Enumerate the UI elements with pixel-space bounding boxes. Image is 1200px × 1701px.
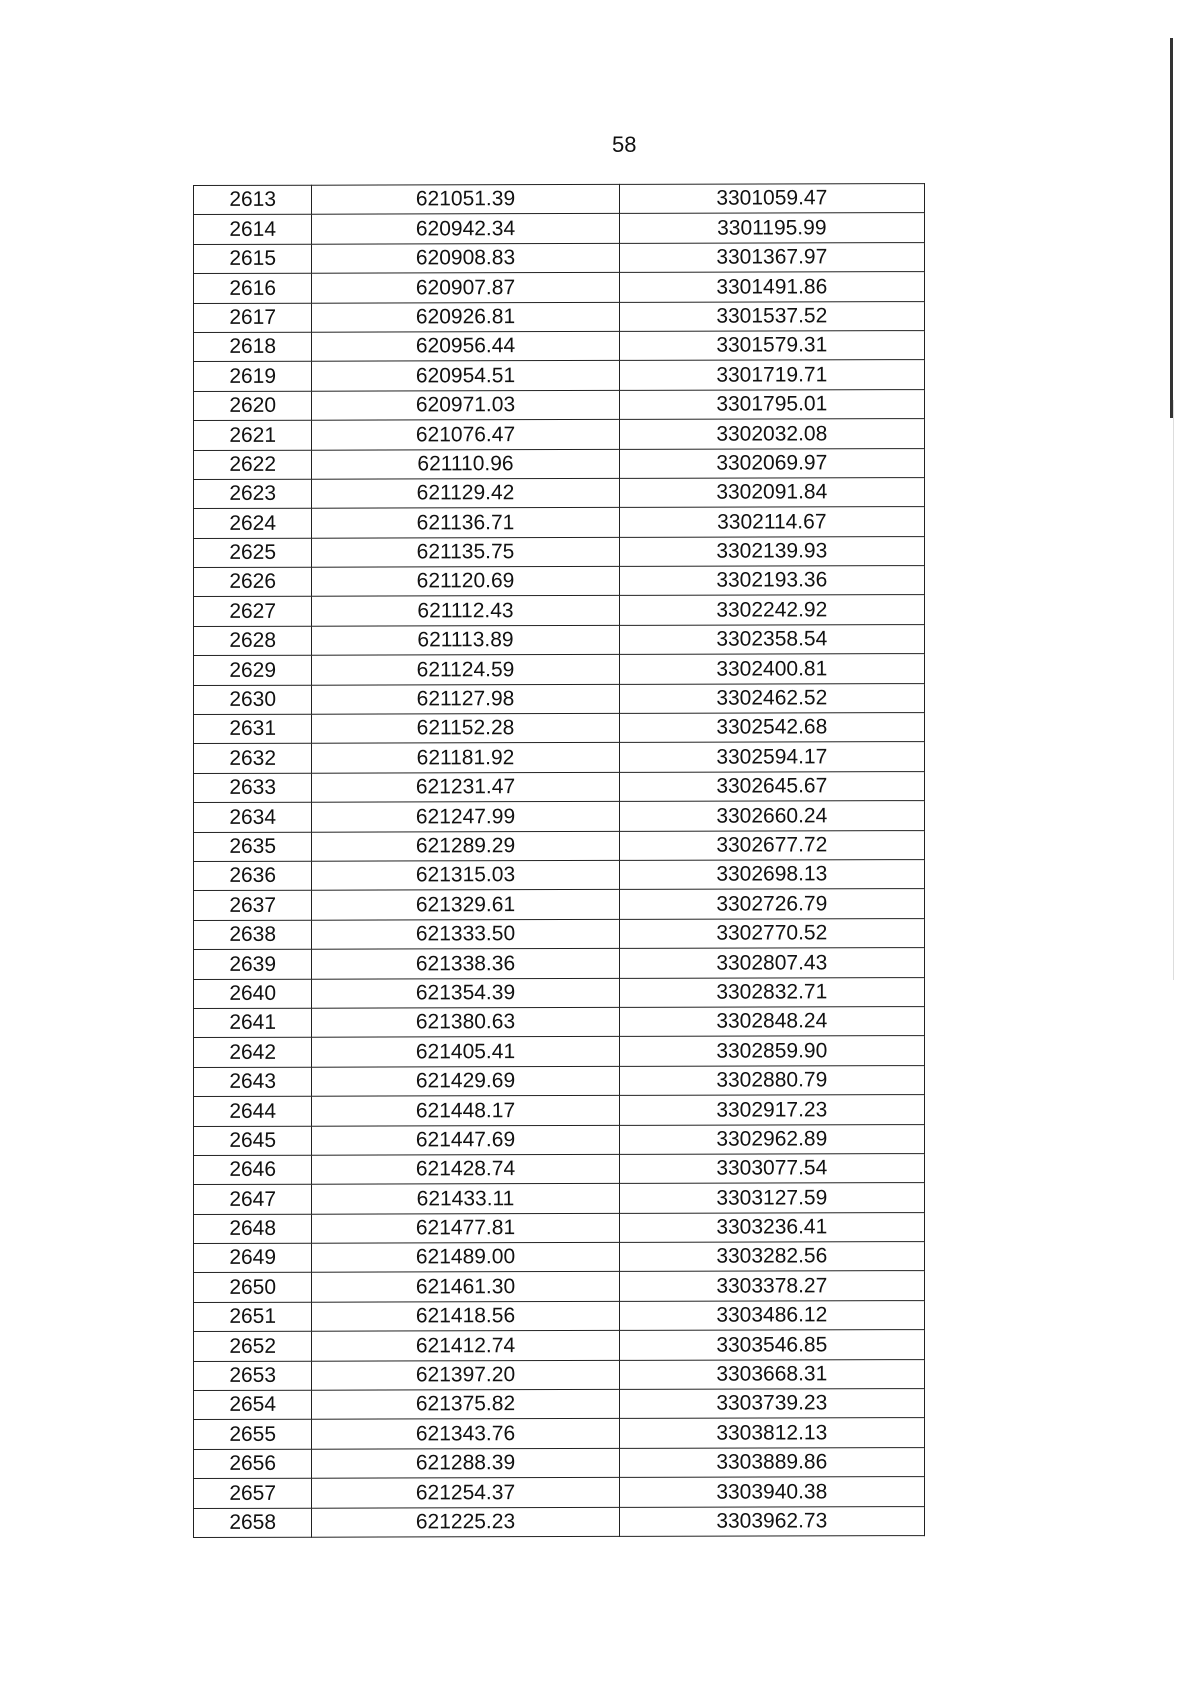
y-coordinate-cell: 3303889.86 <box>619 1447 924 1477</box>
y-coordinate-cell: 3301537.52 <box>619 301 924 331</box>
point-id-cell: 2639 <box>194 949 312 979</box>
table-row <box>194 948 925 979</box>
point-id-cell: 2628 <box>194 626 312 656</box>
point-id-cell: 2624 <box>194 508 312 538</box>
point-id-cell: 2646 <box>194 1155 312 1185</box>
y-coordinate-cell: 3302032.08 <box>619 419 924 449</box>
x-coordinate-cell: 621448.17 <box>312 1095 619 1125</box>
x-coordinate-cell: 621338.36 <box>312 949 619 979</box>
table-row <box>194 977 925 1008</box>
point-id-cell: 2617 <box>194 303 312 333</box>
table-row <box>194 801 925 832</box>
y-coordinate-cell: 3301795.01 <box>619 389 924 419</box>
y-coordinate-cell: 3303378.27 <box>619 1271 924 1301</box>
point-id-cell: 2650 <box>194 1273 312 1303</box>
point-id-cell: 2648 <box>194 1214 312 1244</box>
table-row <box>194 889 925 920</box>
point-id-cell: 2637 <box>194 891 312 921</box>
table-row <box>194 1418 925 1449</box>
y-coordinate-cell: 3301195.99 <box>619 213 924 243</box>
table-row <box>194 1506 925 1537</box>
x-coordinate-cell: 621375.82 <box>312 1389 619 1419</box>
y-coordinate-cell: 3302114.67 <box>619 507 924 537</box>
point-id-cell: 2638 <box>194 920 312 950</box>
x-coordinate-cell: 621447.69 <box>312 1125 619 1155</box>
x-coordinate-cell: 621051.39 <box>312 184 619 214</box>
x-coordinate-cell: 620942.34 <box>312 214 619 244</box>
y-coordinate-cell: 3302069.97 <box>619 448 924 478</box>
y-coordinate-cell: 3303236.41 <box>619 1212 924 1242</box>
point-id-cell: 2631 <box>194 714 312 744</box>
x-coordinate-cell: 621315.03 <box>312 860 619 890</box>
table-row <box>194 654 925 685</box>
y-coordinate-cell: 3302594.17 <box>619 742 924 772</box>
x-coordinate-cell: 621120.69 <box>312 566 619 596</box>
x-coordinate-cell: 620956.44 <box>312 331 619 361</box>
table-row <box>194 536 925 567</box>
y-coordinate-cell: 3302462.52 <box>619 683 924 713</box>
page-number: 58 <box>612 132 637 157</box>
y-coordinate-cell: 3302660.24 <box>619 801 924 831</box>
point-id-cell: 2634 <box>194 802 312 832</box>
y-coordinate-cell: 3302542.68 <box>619 713 924 743</box>
y-coordinate-cell: 3301367.97 <box>619 242 924 272</box>
scan-edge-line <box>1170 38 1173 418</box>
point-id-cell: 2627 <box>194 597 312 627</box>
y-coordinate-cell: 3302698.13 <box>619 860 924 890</box>
table-row <box>194 1212 925 1243</box>
point-id-cell: 2632 <box>194 744 312 774</box>
table-row <box>194 213 925 244</box>
y-coordinate-cell: 3302859.90 <box>619 1036 924 1066</box>
x-coordinate-cell: 621076.47 <box>312 420 619 450</box>
x-coordinate-cell: 621397.20 <box>312 1360 619 1390</box>
y-coordinate-cell: 3302139.93 <box>619 536 924 566</box>
point-id-cell: 2641 <box>194 1008 312 1038</box>
point-id-cell: 2644 <box>194 1096 312 1126</box>
y-coordinate-cell: 3302807.43 <box>619 948 924 978</box>
x-coordinate-cell: 621152.28 <box>312 713 619 743</box>
y-coordinate-cell: 3302242.92 <box>619 595 924 625</box>
x-coordinate-cell: 621129.42 <box>312 478 619 508</box>
table-row <box>194 507 925 538</box>
table-row <box>194 1271 925 1302</box>
table-row <box>194 360 925 391</box>
y-coordinate-cell: 3303739.23 <box>619 1389 924 1419</box>
table-row <box>194 1359 925 1390</box>
point-id-cell: 2636 <box>194 861 312 891</box>
point-id-cell: 2619 <box>194 362 312 392</box>
point-id-cell: 2651 <box>194 1302 312 1332</box>
x-coordinate-cell: 621418.56 <box>312 1301 619 1331</box>
point-id-cell: 2645 <box>194 1126 312 1156</box>
table-row <box>194 595 925 626</box>
table-row <box>194 683 925 714</box>
point-id-cell: 2629 <box>194 655 312 685</box>
table-row <box>194 1036 925 1067</box>
point-id-cell: 2635 <box>194 832 312 862</box>
x-coordinate-cell: 621433.11 <box>312 1184 619 1214</box>
x-coordinate-cell: 621380.63 <box>312 1007 619 1037</box>
point-id-cell: 2620 <box>194 391 312 421</box>
table-row <box>194 477 925 508</box>
y-coordinate-cell: 3303486.12 <box>619 1300 924 1330</box>
point-id-cell: 2653 <box>194 1361 312 1391</box>
point-id-cell: 2642 <box>194 1038 312 1068</box>
x-coordinate-cell: 621181.92 <box>312 743 619 773</box>
x-coordinate-cell: 621329.61 <box>312 890 619 920</box>
table-row <box>194 566 925 597</box>
x-coordinate-cell: 621254.37 <box>312 1478 619 1508</box>
x-coordinate-cell: 621412.74 <box>312 1331 619 1361</box>
x-coordinate-cell: 621289.29 <box>312 831 619 861</box>
y-coordinate-cell: 3303668.31 <box>619 1359 924 1389</box>
y-coordinate-cell: 3302770.52 <box>619 918 924 948</box>
y-coordinate-cell: 3302962.89 <box>619 1124 924 1154</box>
y-coordinate-cell: 3303077.54 <box>619 1153 924 1183</box>
point-id-cell: 2654 <box>194 1390 312 1420</box>
x-coordinate-cell: 621343.76 <box>312 1419 619 1449</box>
table-row <box>194 771 925 802</box>
x-coordinate-cell: 621489.00 <box>312 1242 619 1272</box>
table-row <box>194 1007 925 1038</box>
table-row <box>194 860 925 891</box>
y-coordinate-cell: 3302358.54 <box>619 624 924 654</box>
x-coordinate-cell: 621405.41 <box>312 1037 619 1067</box>
table-row <box>194 1183 925 1214</box>
table-row <box>194 419 925 450</box>
table-row <box>194 713 925 744</box>
point-id-cell: 2656 <box>194 1449 312 1479</box>
table-row <box>194 1065 925 1096</box>
x-coordinate-cell: 621428.74 <box>312 1154 619 1184</box>
point-id-cell: 2626 <box>194 567 312 597</box>
scan-edge-line-faint <box>1173 400 1174 980</box>
y-coordinate-cell: 3303962.73 <box>619 1506 924 1536</box>
point-id-cell: 2655 <box>194 1420 312 1450</box>
y-coordinate-cell: 3301059.47 <box>619 184 924 214</box>
x-coordinate-cell: 620971.03 <box>312 390 619 420</box>
y-coordinate-cell: 3301719.71 <box>619 360 924 390</box>
table-row <box>194 1300 925 1331</box>
coordinates-table-body <box>194 184 925 1538</box>
point-id-cell: 2652 <box>194 1331 312 1361</box>
x-coordinate-cell: 621135.75 <box>312 537 619 567</box>
y-coordinate-cell: 3302848.24 <box>619 1007 924 1037</box>
x-coordinate-cell: 621136.71 <box>312 508 619 538</box>
x-coordinate-cell: 621231.47 <box>312 772 619 802</box>
x-coordinate-cell: 621225.23 <box>312 1507 619 1537</box>
table-row <box>194 830 925 861</box>
y-coordinate-cell: 3303812.13 <box>619 1418 924 1448</box>
table-row <box>194 1477 925 1508</box>
y-coordinate-cell: 3302832.71 <box>619 977 924 1007</box>
table-row <box>194 242 925 273</box>
y-coordinate-cell: 3303282.56 <box>619 1242 924 1272</box>
table-row <box>194 1242 925 1273</box>
point-id-cell: 2622 <box>194 450 312 480</box>
x-coordinate-cell: 621127.98 <box>312 684 619 714</box>
point-id-cell: 2630 <box>194 685 312 715</box>
coordinates-table <box>193 183 925 1538</box>
point-id-cell: 2633 <box>194 773 312 803</box>
table-row <box>194 389 925 420</box>
point-id-cell: 2649 <box>194 1243 312 1273</box>
x-coordinate-cell: 621429.69 <box>312 1066 619 1096</box>
x-coordinate-cell: 621461.30 <box>312 1272 619 1302</box>
x-coordinate-cell: 620908.83 <box>312 243 619 273</box>
table-row <box>194 1153 925 1184</box>
y-coordinate-cell: 3301491.86 <box>619 272 924 302</box>
x-coordinate-cell: 621124.59 <box>312 655 619 685</box>
y-coordinate-cell: 3302917.23 <box>619 1095 924 1125</box>
table-row <box>194 1447 925 1478</box>
table-row <box>194 331 925 362</box>
point-id-cell: 2657 <box>194 1478 312 1508</box>
table-row <box>194 742 925 773</box>
point-id-cell: 2625 <box>194 538 312 568</box>
y-coordinate-cell: 3302677.72 <box>619 830 924 860</box>
y-coordinate-cell: 3303127.59 <box>619 1183 924 1213</box>
point-id-cell: 2643 <box>194 1067 312 1097</box>
y-coordinate-cell: 3302645.67 <box>619 771 924 801</box>
point-id-cell: 2640 <box>194 979 312 1009</box>
point-id-cell: 2618 <box>194 332 312 362</box>
point-id-cell: 2614 <box>194 215 312 245</box>
x-coordinate-cell: 620926.81 <box>312 302 619 332</box>
x-coordinate-cell: 621477.81 <box>312 1213 619 1243</box>
point-id-cell: 2658 <box>194 1508 312 1538</box>
x-coordinate-cell: 621112.43 <box>312 596 619 626</box>
table-row <box>194 1095 925 1126</box>
y-coordinate-cell: 3302726.79 <box>619 889 924 919</box>
y-coordinate-cell: 3302193.36 <box>619 566 924 596</box>
table-row <box>194 272 925 303</box>
table-row <box>194 1124 925 1155</box>
table-row <box>194 624 925 655</box>
table-row <box>194 184 925 215</box>
x-coordinate-cell: 621288.39 <box>312 1448 619 1478</box>
table-row <box>194 1330 925 1361</box>
table-row <box>194 301 925 332</box>
point-id-cell: 2616 <box>194 273 312 303</box>
x-coordinate-cell: 620907.87 <box>312 273 619 303</box>
table-row <box>194 1389 925 1420</box>
y-coordinate-cell: 3302091.84 <box>619 477 924 507</box>
x-coordinate-cell: 620954.51 <box>312 361 619 391</box>
y-coordinate-cell: 3303940.38 <box>619 1477 924 1507</box>
point-id-cell: 2613 <box>194 185 312 215</box>
table-row <box>194 448 925 479</box>
x-coordinate-cell: 621110.96 <box>312 449 619 479</box>
table-row <box>194 918 925 949</box>
x-coordinate-cell: 621354.39 <box>312 978 619 1008</box>
x-coordinate-cell: 621247.99 <box>312 802 619 832</box>
y-coordinate-cell: 3302400.81 <box>619 654 924 684</box>
point-id-cell: 2647 <box>194 1184 312 1214</box>
point-id-cell: 2621 <box>194 420 312 450</box>
y-coordinate-cell: 3303546.85 <box>619 1330 924 1360</box>
point-id-cell: 2623 <box>194 479 312 509</box>
point-id-cell: 2615 <box>194 244 312 274</box>
y-coordinate-cell: 3301579.31 <box>619 331 924 361</box>
x-coordinate-cell: 621333.50 <box>312 919 619 949</box>
y-coordinate-cell: 3302880.79 <box>619 1065 924 1095</box>
x-coordinate-cell: 621113.89 <box>312 625 619 655</box>
